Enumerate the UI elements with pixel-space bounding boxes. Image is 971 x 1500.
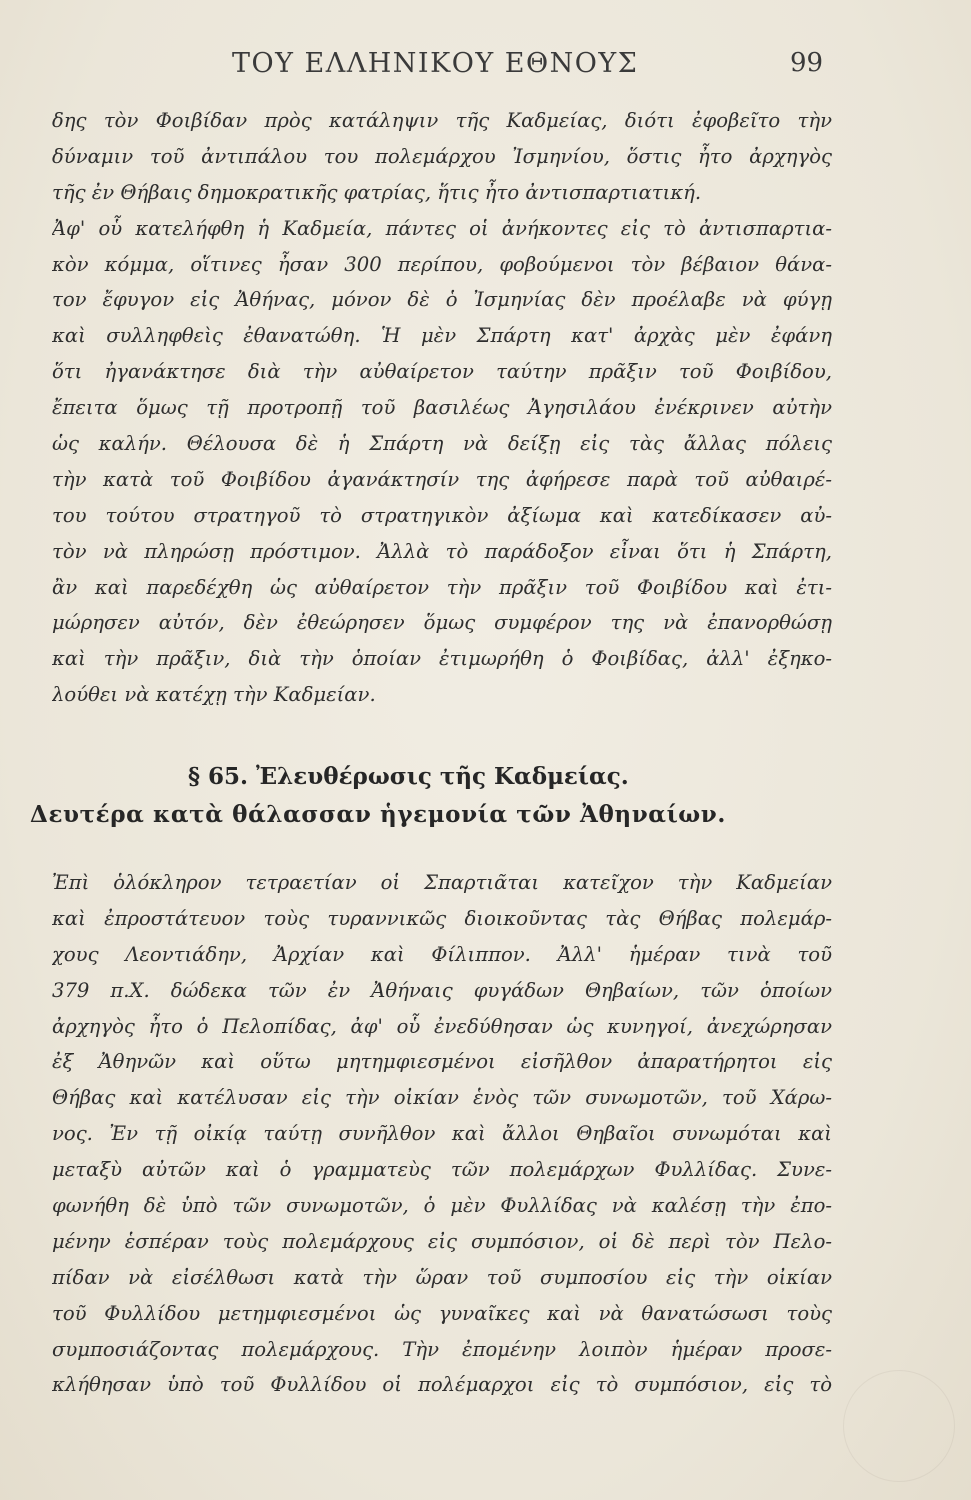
text-line: κλήθησαν ὑπὸ τοῦ Φυλλίδου οἱ πολέμαρχοι εἰς τὸ συμπόσιον, εἰς τὸ xyxy=(52,1373,832,1397)
text-line: Ἀφ' οὗ κατελήφθη ἡ Καδμεία, πάντες οἱ ἀνήκοντες εἰς τὸ ἀντισπαρτια- xyxy=(52,216,832,240)
running-head xyxy=(0,48,971,88)
text-line: κὸν κόμμα, οἵτινες ἦσαν 300 περίπου, φοβούμενοι τὸν βέβαιον θάνα- xyxy=(52,252,832,276)
text-line: του τούτου στρατηγοῦ τὸ στρατηγικὸν ἀξίωμα καὶ κατεδίκασεν αὐ- xyxy=(52,503,832,527)
text-line: ὡς καλήν. Θέλουσα δὲ ἡ Σπάρτη νὰ δείξῃ εἰς τὰς ἄλλας πόλεις xyxy=(52,432,832,456)
text-line: μεταξὺ αὐτῶν καὶ ὁ γραμματεὺς τῶν πολεμάρχων Φυλλίδας. Συνε- xyxy=(52,1158,832,1182)
text-line: δύναμιν τοῦ ἀντιπάλου του πολεμάρχου Ἰσμηνίου, ὅστις ἦτο ἀρχηγὸς xyxy=(52,144,832,168)
paragraph-2 xyxy=(52,865,832,1403)
page-number: 99 xyxy=(790,48,824,78)
text-line: ἂν καὶ παρεδέχθη ὡς αὐθαίρετον τὴν πρᾶξιν τοῦ Φοιβίδου καὶ ἐτι- xyxy=(52,575,832,599)
running-title: ΤΟΥ ΕΛΛΗΝΙΚΟΥ ΕΘΝΟΥΣ xyxy=(232,48,639,79)
text-line: καὶ συλληφθεὶς ἐθανατώθη. Ἡ μὲν Σπάρτη κατ' ἀρχὰς μὲν ἐφάνη xyxy=(52,324,832,348)
library-stamp xyxy=(843,1370,955,1482)
text-line: συμποσιάζοντας πολεμάρχους. Τὴν ἐπομένην λοιπὸν ἡμέραν προσε- xyxy=(52,1337,832,1361)
section-heading-subtitle: Δευτέρα κατὰ θάλασσαν ἡγεμονία τῶν Ἀθηναίων. xyxy=(30,801,726,828)
text-line: μώρησεν αὐτόν, δὲν ἐθεώρησεν ὅμως συμφέρον της νὰ ἐπανορθώσῃ xyxy=(52,611,832,635)
text-line: χους Λεοντιάδην, Ἀρχίαν καὶ Φίλιππον. Ἀλλ' ἡμέραν τινὰ τοῦ xyxy=(52,942,832,966)
text-line: ἐξ Ἀθηνῶν καὶ οὕτω μητημφιεσμένοι εἰσῆλθον ἀπαρατήρητοι εἰς xyxy=(52,1050,832,1074)
text-line: καὶ ἐπροστάτευον τοὺς τυραννικῶς διοικοῦντας τὰς Θήβας πολεμάρ- xyxy=(52,906,832,930)
text-line: 379 π.Χ. δώδεκα τῶν ἐν Ἀθήναις φυγάδων Θηβαίων, τῶν ὁποίων xyxy=(52,978,832,1002)
text-line: πίδαν νὰ εἰσέλθωσι κατὰ τὴν ὥραν τοῦ συμποσίου εἰς τὴν οἰκίαν xyxy=(52,1265,832,1289)
text-line: νος. Ἐν τῇ οἰκίᾳ ταύτῃ συνῆλθον καὶ ἄλλοι Θηβαῖοι συνωμόται καὶ xyxy=(52,1122,832,1146)
text-line: τον ἔφυγον εἰς Ἀθήνας, μόνον δὲ ὁ Ἰσμηνίας δὲν προέλαβε νὰ φύγῃ xyxy=(52,288,832,312)
section-heading-title: § 65. Ἐλευθέρωσις τῆς Καδμείας. xyxy=(188,763,629,790)
text-line: καὶ τὴν πρᾶξιν, διὰ τὴν ὁποίαν ἐτιμωρήθη ὁ Φοιβίδας, ἀλλ' ἐξηκο- xyxy=(52,647,832,671)
text-line: ἀρχηγὸς ἦτο ὁ Πελοπίδας, ἀφ' οὗ ἐνεδύθησαν ὡς κυνηγοί, ἀνεχώρησαν xyxy=(52,1014,832,1038)
text-line: ὅτι ἠγανάκτησε διὰ τὴν αὐθαίρετον ταύτην πρᾶξιν τοῦ Φοιβίδου, xyxy=(52,360,832,384)
text-line: τοῦ Φυλλίδου μετημφιεσμένοι ὡς γυναῖκες καὶ νὰ θανατώσωσι τοὺς xyxy=(52,1301,832,1325)
text-line: τὴν κατὰ τοῦ Φοιβίδου ἀγανάκτησίν της ἀφήρεσε παρὰ τοῦ αὐθαιρέ- xyxy=(52,467,832,491)
text-line: Ἐπὶ ὁλόκληρον τετραετίαν οἱ Σπαρτιᾶται κατεῖχον τὴν Καδμείαν xyxy=(52,871,832,894)
text-line: Θήβας καὶ κατέλυσαν εἰς τὴν οἰκίαν ἑνὸς τῶν συνωμοτῶν, τοῦ Χάρω- xyxy=(52,1086,832,1110)
text-line: μένην ἑσπέραν τοὺς πολεμάρχους εἰς συμπόσιον, οἱ δὲ περὶ τὸν Πελο- xyxy=(52,1229,832,1253)
text-line: ἔπειτα ὅμως τῇ προτροπῇ τοῦ βασιλέως Ἀγησιλάου ἐνέκρινεν αὐτὴν xyxy=(52,396,832,420)
text-line: τῆς ἐν Θήβαις δημοκρατικῆς φατρίας, ἥτις ἦτο ἀντισπαρτιατική. xyxy=(52,180,702,204)
text-line: δης τὸν Φοιβίδαν πρὸς κατάληψιν τῆς Καδμείας, διότι ἐφοβεῖτο τὴν xyxy=(52,109,832,132)
text-line: φωνήθη δὲ ὑπὸ τῶν συνωμοτῶν, ὁ μὲν Φυλλίδας νὰ καλέσῃ τὴν ἐπο- xyxy=(52,1194,832,1218)
text-line: τὸν νὰ πληρώσῃ πρόστιμον. Ἀλλὰ τὸ παράδοξον εἶναι ὅτι ἡ Σπάρτη, xyxy=(52,539,832,563)
text-line: λούθει νὰ κατέχῃ τὴν Καδμείαν. xyxy=(52,683,376,707)
paragraph-1 xyxy=(52,103,832,713)
